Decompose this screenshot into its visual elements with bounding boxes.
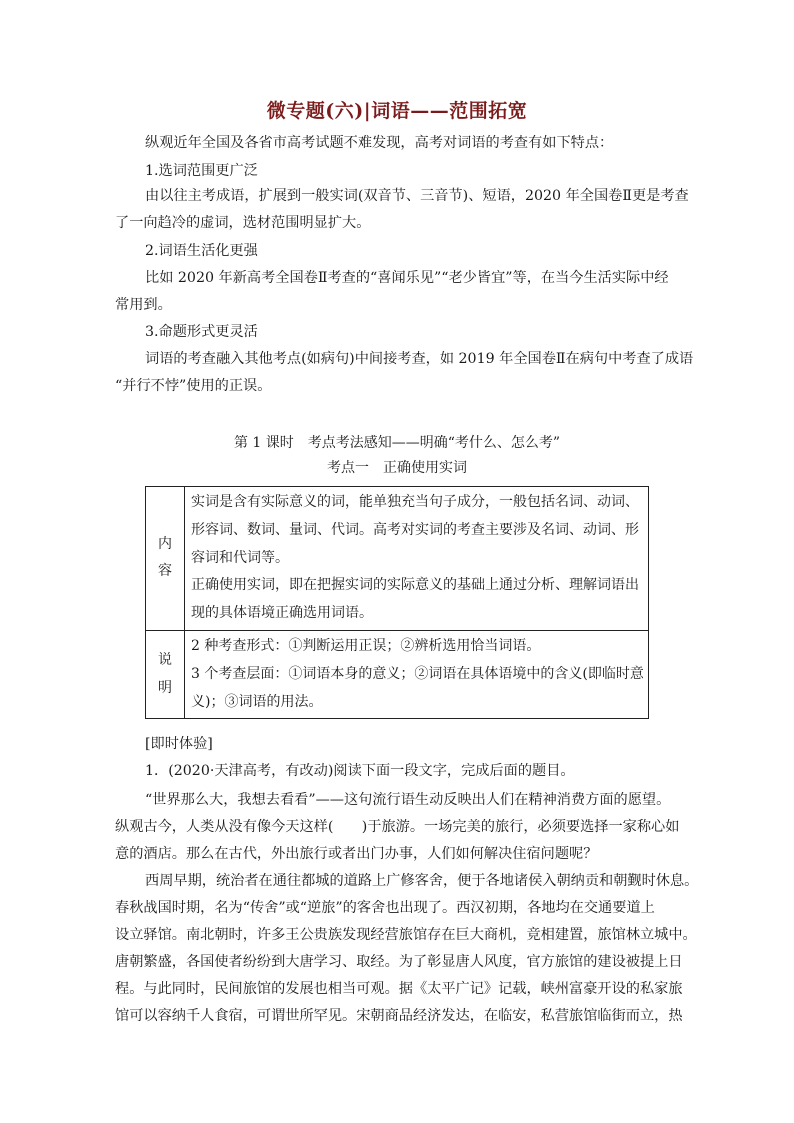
passage-line: 春秋战国时期，名为“传舍”或“逆旅”的客舍也出现了。西汉初期，各地均在交通要道上 xyxy=(115,900,655,916)
table-line: 2 种考查形式：①判断运用正误；②辨析选用恰当词语。 xyxy=(191,637,541,654)
table-line: 现的具体语境正确选用词语。 xyxy=(191,605,373,622)
point-text-2-line-1: 比如 2020 年新高考全国卷Ⅱ考查的“喜闻乐见”“老少皆宜”等，在当今生活实际中经 xyxy=(145,270,669,286)
table-line: 正确使用实词，即在把握实词的实际意义的基础上通过分析、理解词语出 xyxy=(191,577,639,594)
passage-line: 西周早期，统治者在通往都城的道路上广修客舍，便于各地诸侯入朝纳贡和朝觐时休息。 xyxy=(145,873,699,889)
page-title: 微专题(六)|词语——范围拓宽 xyxy=(266,100,528,122)
practice-label: [即时体验] xyxy=(145,736,213,752)
passage-line: 纵观古今，人类从没有像今天这样( )于旅游。一场完美的旅行，必须要选择一家称心如 xyxy=(115,819,680,835)
point-text-2-line-2: 常用到。 xyxy=(115,297,172,313)
table-line: 形容词、数词、量词、代词。高考对实词的考查主要涉及名词、动词、形 xyxy=(191,521,639,538)
table-row-label: 内容 xyxy=(146,487,185,631)
table-line: 3 个考查层面：①词语本身的意义；②词语在具体语境中的含义(即临时意 xyxy=(191,665,644,682)
table-line: 义)；③词语的用法。 xyxy=(191,693,323,710)
point-text-3-line-2: “并行不悖”使用的正误。 xyxy=(115,378,272,394)
passage-line: 意的酒店。那么在古代，外出旅行或者出门办事，人们如何解决住宿问题呢？ xyxy=(115,846,598,862)
table-line: 实词是含有实际意义的词，能单独充当句子成分，一般包括名词、动词、 xyxy=(191,494,639,510)
table-row-content xyxy=(185,487,649,631)
section-subheading: 考点一 正确使用实词 xyxy=(327,460,467,476)
table-row-content xyxy=(185,630,649,718)
point-heading-3: 3.命题形式更灵活 xyxy=(145,324,258,340)
point-text-3-line-1: 词语的考查融入其他考点(如病句)中间接考查，如 2019 年全国卷Ⅱ在病句中考查了成语 xyxy=(145,351,694,367)
table-row-label: 说明 xyxy=(146,630,185,718)
section-heading: 第 1 课时 考点考法感知——明确“考什么、怎么考” xyxy=(233,435,561,451)
knowledge-table xyxy=(145,486,649,719)
point-text-1-line-2: 了一向趋冷的虚词，选材范围明显扩大。 xyxy=(115,215,371,231)
table-line: 容词和代词等。 xyxy=(191,549,289,566)
passage-line: 唐朝繁盛，各国使者纷纷到大唐学习、取经。为了彰显唐人风度，官方旅馆的建设被提上日 xyxy=(115,954,683,970)
table-row xyxy=(146,487,649,631)
question-1: 1．(2020·天津高考，有改动)阅读下面一段文字，完成后面的题目。 xyxy=(145,763,575,779)
passage-line: 程。与此同时，民间旅馆的发展也相当可观。据《太平广记》记载，峡州富豪开设的私家旅 xyxy=(115,981,683,997)
passage-line: “世界那么大，我想去看看”——这句流行语生动反映出人们在精神消费方面的愿望。 xyxy=(145,792,671,808)
point-heading-2: 2.词语生活化更强 xyxy=(145,243,258,259)
table-row xyxy=(146,630,649,718)
point-text-1-line-1: 由以往主考成语，扩展到一般实词(双音节、三音节)、短语，2020 年全国卷Ⅱ更是考查 xyxy=(145,188,689,204)
passage-line: 设立驿馆。南北朝时，许多王公贵族发现经营旅馆存在巨大商机，竞相建置，旅馆林立城中。 xyxy=(115,927,697,943)
passage-line: 馆可以容纳千人食宿，可谓世所罕见。宋朝商品经济发达，在临安，私营旅馆临街而立，热 xyxy=(115,1008,683,1024)
point-heading-1: 1.选词范围更广泛 xyxy=(145,163,258,179)
intro-paragraph: 纵观近年全国及各省市高考试题不难发现，高考对词语的考查有如下特点： xyxy=(145,135,614,151)
